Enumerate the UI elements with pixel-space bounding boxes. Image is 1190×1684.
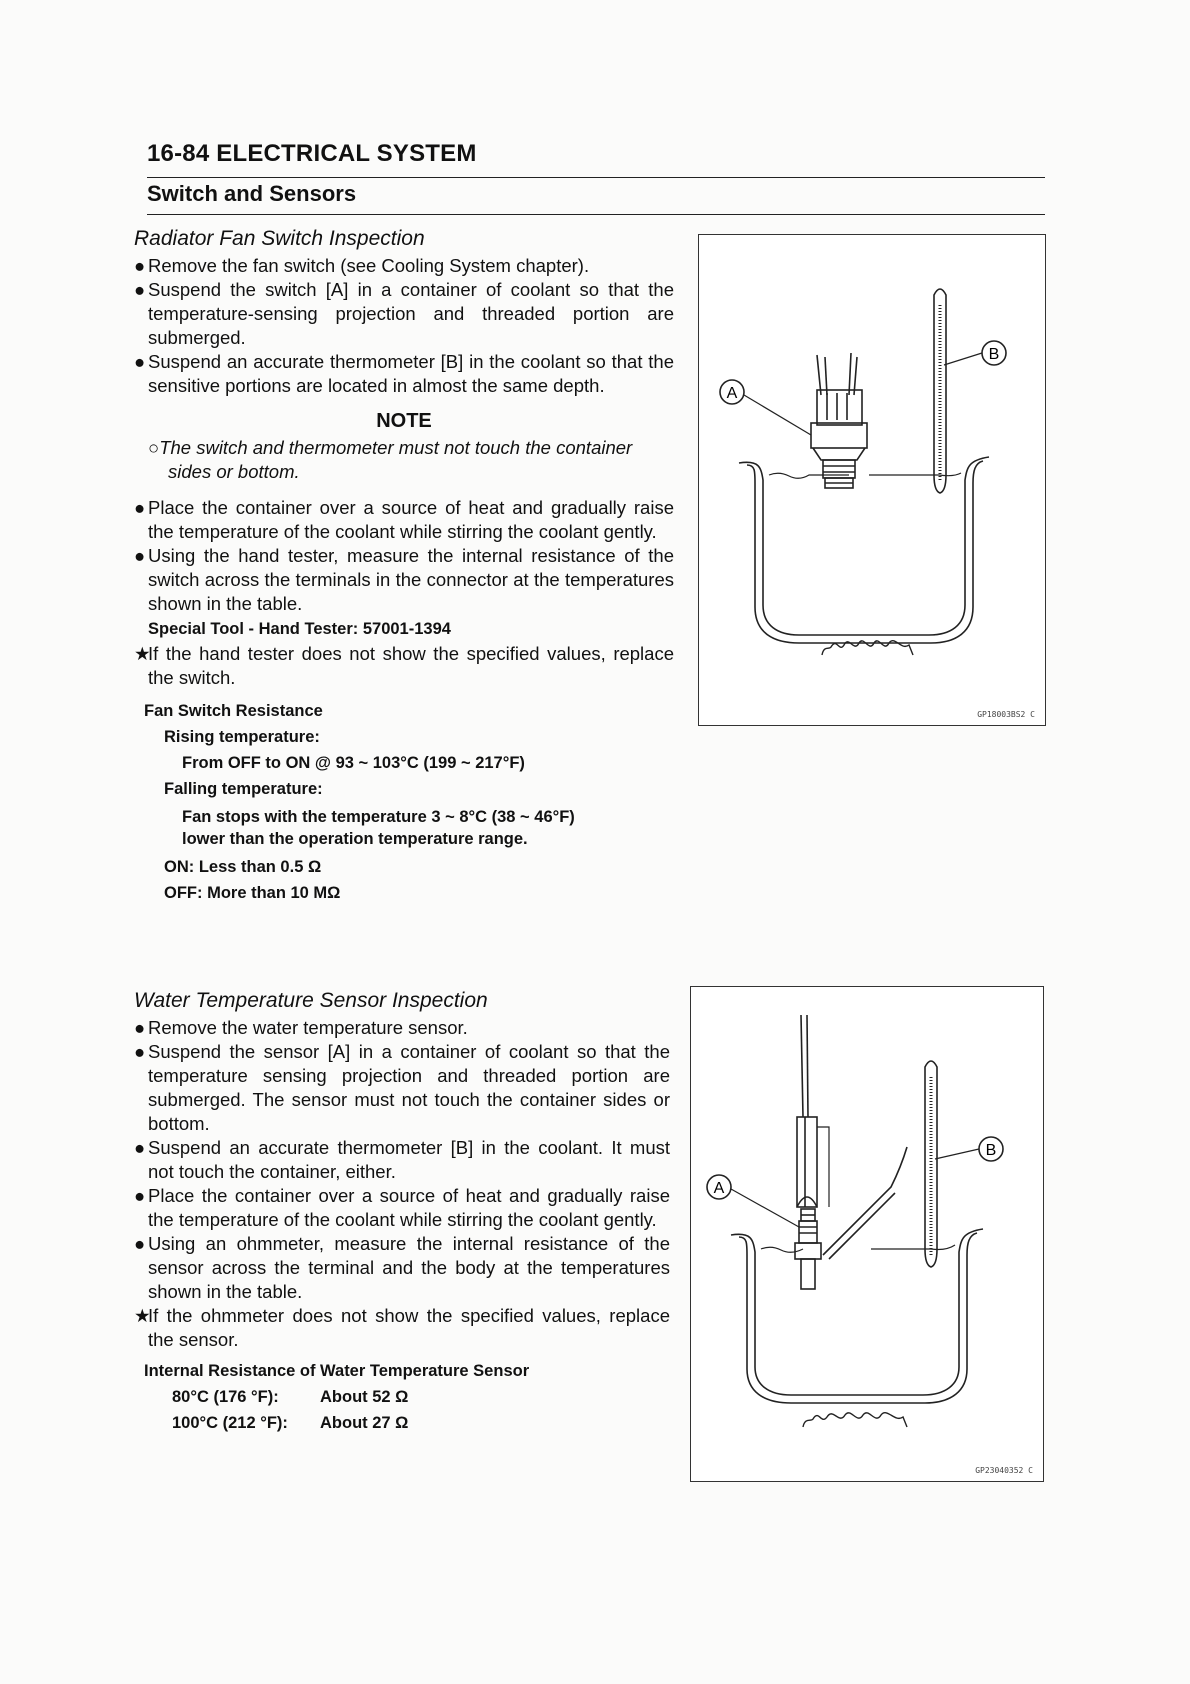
list-item: ● Using an ohmmeter, measure the internal resistance of the sensor across the terminal and the body at the temperatures shown in the table. [134, 1233, 670, 1302]
note-text: ○The switch and thermometer must not touch the container sides or bottom. [148, 437, 633, 482]
figure-label-b: B [988, 346, 1000, 363]
table-row: 100°C (212 °F): About 27 Ω [172, 1414, 409, 1432]
falling-value: lower than the operation temperature range. [182, 830, 528, 848]
list-item: ● Remove the fan switch (see Cooling System chapter). [134, 255, 590, 276]
fan-switch-heading: Radiator Fan Switch Inspection [134, 227, 425, 250]
bullet-icon: ● [134, 351, 146, 372]
list-item: ★ If the ohmmeter does not show the specified values, replace the sensor. [134, 1305, 670, 1350]
fan-switch-section [134, 226, 674, 906]
falling-label: Falling temperature: [164, 780, 323, 798]
figure-label-a: A [726, 385, 738, 402]
list-item: ● Suspend an accurate thermometer [B] in the coolant so that the sensitive portions are located in almost the same depth. [134, 351, 674, 396]
list-item: ● Suspend an accurate thermometer [B] in the coolant. It must not touch the container, either. [134, 1137, 670, 1182]
note-mark: ○ [148, 437, 160, 458]
list-item: ● Place the container over a source of heat and gradually raise the temperature of the coolant while stirring the coolant gently. [134, 497, 674, 542]
section-rule [147, 214, 1045, 215]
bullet-icon: ● [134, 545, 146, 566]
special-tool: Special Tool - Hand Tester: 57001-1394 [148, 620, 451, 638]
list-item: ● Using the hand tester, measure the internal resistance of the switch across the terminals in the connector at the temperatures shown in the table. [134, 545, 674, 614]
bullet-icon: ● [134, 497, 146, 518]
figure-code: GP18003BS2 C [977, 710, 1035, 719]
water-sensor-heading: Water Temperature Sensor Inspection [134, 989, 488, 1012]
fan-switch-figure [698, 234, 1046, 726]
bullet-icon: ● [134, 1233, 146, 1254]
note-heading: NOTE [376, 410, 432, 432]
header-rule [147, 177, 1045, 178]
spec-title: Fan Switch Resistance [144, 702, 323, 720]
list-item: ● Remove the water temperature sensor. [134, 1017, 468, 1038]
list-item: ● Suspend the switch [A] in a container of coolant so that the temperature-sensing projection and threaded portion are submerged. [134, 279, 674, 348]
bullet-icon: ● [134, 1137, 146, 1158]
bullet-icon: ● [134, 1185, 146, 1206]
water-sensor-diagram [691, 987, 1043, 1481]
page-title: 16-84 ELECTRICAL SYSTEM [147, 140, 477, 167]
table-row: 80°C (176 °F): About 52 Ω [172, 1388, 409, 1406]
fan-switch-diagram [699, 235, 1045, 725]
on-value: ON: Less than 0.5 Ω [164, 858, 322, 876]
star-icon: ★ [134, 1305, 151, 1326]
section-title: Switch and Sensors [147, 181, 357, 206]
bullet-icon: ● [134, 1041, 146, 1062]
bullet-icon: ● [134, 255, 146, 276]
spec-title: Internal Resistance of Water Temperature Sensor [144, 1362, 530, 1380]
rising-value: From OFF to ON @ 93 ~ 103°C (199 ~ 217°F) [182, 754, 525, 772]
off-value: OFF: More than 10 MΩ [164, 884, 341, 902]
bullet-icon: ● [134, 1017, 146, 1038]
star-icon: ★ [134, 643, 151, 664]
falling-value: Fan stops with the temperature 3 ~ 8°C (38 ~ 46°F) [182, 808, 575, 826]
list-item: ● Place the container over a source of heat and gradually raise the temperature of the coolant while stirring the coolant gently. [134, 1185, 670, 1230]
figure-code: GP23040352 C [975, 1466, 1033, 1475]
figure-label-b: B [985, 1142, 997, 1159]
water-sensor-figure [690, 986, 1044, 1482]
water-sensor-section [134, 988, 670, 1436]
list-item: ★ If the hand tester does not show the specified values, replace the switch. [134, 643, 674, 688]
bullet-icon: ● [134, 279, 146, 300]
rising-label: Rising temperature: [164, 728, 320, 746]
figure-label-a: A [713, 1180, 725, 1197]
list-item: ● Suspend the sensor [A] in a container of coolant so that the temperature sensing projection and threaded portion are submerged. The sensor must not touch the container sides or bottom. [134, 1041, 670, 1134]
